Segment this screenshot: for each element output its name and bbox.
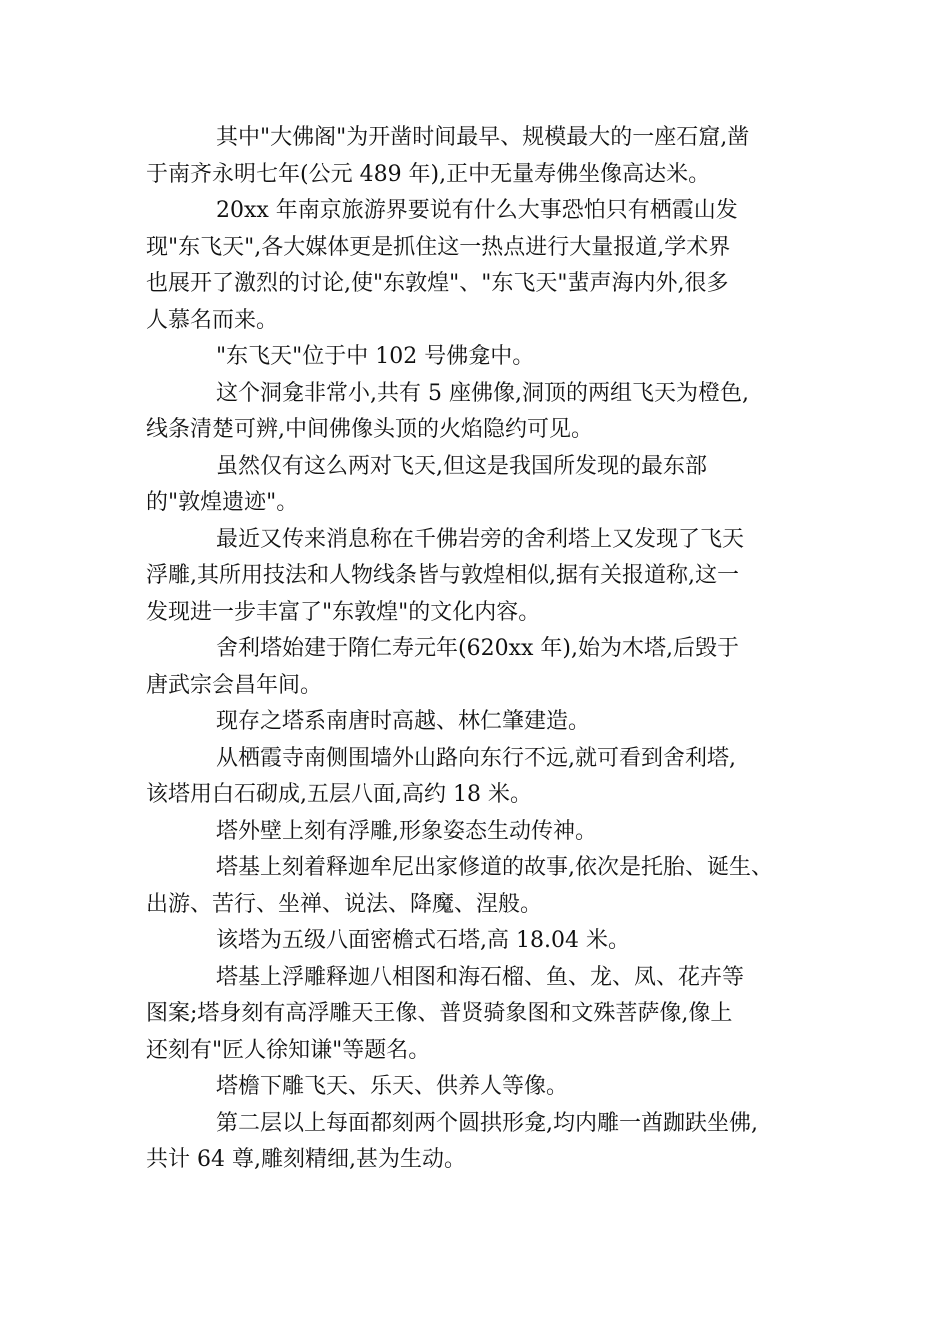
text-line: 于南齐永明七年(公元 489 年),正中无量寿佛坐像高达米。 xyxy=(146,161,711,187)
text-line: 虽然仅有这么两对飞天,但这是我国所发现的最东部 xyxy=(216,453,707,479)
text-line: 浮雕,其所用技法和人物线条皆与敦煌相似,据有关报道称,这一 xyxy=(146,563,739,588)
text-line: 最近又传来消息称在千佛岩旁的舍利塔上又发现了飞天 xyxy=(216,526,745,552)
document-body xyxy=(146,120,836,1179)
text-line: 该塔为五级八面密檐式石塔,高 18.04 米。 xyxy=(216,928,630,953)
text-line: 该塔用白石砌成,五层八面,高约 18 米。 xyxy=(146,782,532,807)
text-line: 线条清楚可辨,中间佛像头顶的火焰隐约可见。 xyxy=(146,417,593,442)
text-line: 舍利塔始建于隋仁寿元年(620xx 年),始为木塔,后毁于 xyxy=(216,636,739,661)
text-line: 现"东飞天",各大媒体更是抓住这一热点进行大量报道,学术界 xyxy=(146,234,731,260)
text-line: 塔外壁上刻有浮雕,形象姿态生动传神。 xyxy=(216,818,597,844)
text-line: 共计 64 尊,雕刻精细,甚为生动。 xyxy=(146,1147,466,1172)
text-line: 人慕名而来。 xyxy=(146,307,279,333)
text-line: 其中"大佛阁"为开凿时间最早、规模最大的一座石窟,凿 xyxy=(216,125,750,150)
text-line: "东飞天"位于中 102 号佛龛中。 xyxy=(216,344,535,369)
text-line: 塔檐下雕飞天、乐天、供养人等像。 xyxy=(216,1074,569,1099)
text-line: 从栖霞寺南侧围墙外山路向东行不远,就可看到舍利塔, xyxy=(216,745,736,771)
text-line: 图案;塔身刻有高浮雕天王像、普贤骑象图和文殊菩萨像,像上 xyxy=(146,1001,733,1026)
text-line: 第二层以上每面都刻两个圆拱形龛,均内雕一酋跏趺坐佛, xyxy=(216,1110,758,1136)
text-line: 出游、苦行、坐禅、说法、降魔、涅般。 xyxy=(146,891,543,917)
text-line: 现存之塔系南唐时高越、林仁肇建造。 xyxy=(216,709,591,734)
text-line: 这个洞龛非常小,共有 5 座佛像,洞顶的两组飞天为橙色, xyxy=(216,380,749,406)
text-line: 唐武宗会昌年间。 xyxy=(146,672,323,698)
text-line: 也展开了激烈的讨论,使"东敦煌"、"东飞天"蜚声海内外,很多 xyxy=(146,271,729,296)
text-line: 发现进一步丰富了"东敦煌"的文化内容。 xyxy=(146,599,541,625)
text-line: 的"敦煌遗迹"。 xyxy=(146,490,299,515)
text-line: 还刻有"匠人徐知谦"等题名。 xyxy=(146,1037,431,1063)
text-line: 20xx 年南京旅游界要说有什么大事恐怕只有栖霞山发 xyxy=(216,198,738,223)
text-line: 塔基上刻着释迦牟尼出家修道的故事,依次是托胎、诞生、 xyxy=(216,855,773,880)
text-line: 塔基上浮雕释迦八相图和海石榴、鱼、龙、凤、花卉等 xyxy=(216,964,745,990)
